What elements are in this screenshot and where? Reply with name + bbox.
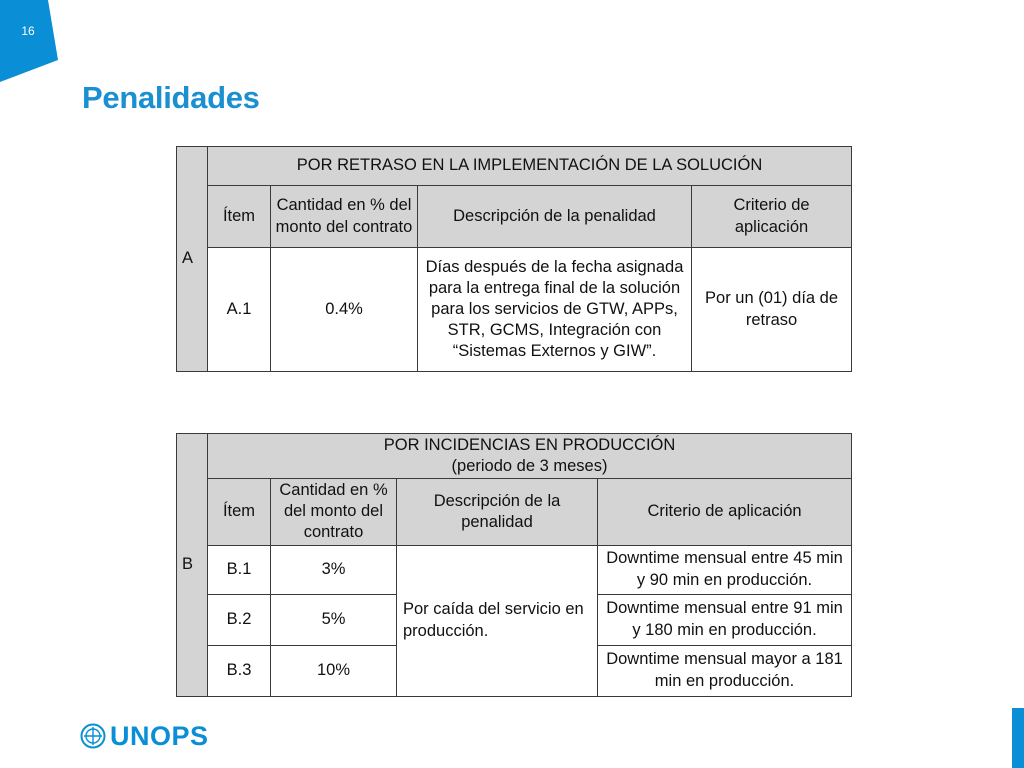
corner-tab-shape — [0, 0, 60, 82]
row-amount: 0.4% — [271, 248, 418, 372]
row-item: B.1 — [208, 545, 271, 594]
row-criteria: Downtime mensual mayor a 181 min en producción. — [598, 645, 852, 696]
table-b-heading — [208, 434, 852, 479]
shared-description: Por caída del servicio en producción. — [397, 545, 598, 696]
row-item: B.3 — [208, 645, 271, 696]
table-b-title: POR INCIDENCIAS EN PRODUCCIÓN — [383, 436, 676, 454]
penalty-table-b — [176, 433, 852, 697]
row-criteria: Downtime mensual entre 91 min y 180 min en producción. — [598, 594, 852, 645]
page-number: 16 — [21, 24, 35, 38]
row-criteria: Por un (01) día de retraso — [692, 248, 852, 372]
table-a-heading: POR RETRASO EN LA IMPLEMENTACIÓN DE LA SOLUCIÓN — [208, 147, 852, 186]
header-item: Ítem — [208, 479, 271, 545]
row-item: B.2 — [208, 594, 271, 645]
header-amount: Cantidad en % del monto del contrato — [271, 186, 418, 248]
header-description: Descripción de la penalidad — [397, 479, 598, 545]
row-description: Días después de la fecha asignada para la entrega final de la solución para los servicios de GTW, APPs, STR, GCMS, Integración con “Sistemas Externos y GIW”. — [418, 248, 692, 372]
row-criteria: Downtime mensual entre 45 min y 90 min en producción. — [598, 545, 852, 594]
row-amount: 3% — [271, 545, 397, 594]
table-row — [177, 545, 852, 594]
un-emblem-icon — [80, 723, 106, 749]
table-b-subtitle: (periodo de 3 meses) — [451, 457, 608, 476]
table-row — [177, 248, 852, 372]
corner-tab — [0, 0, 60, 82]
row-amount: 5% — [271, 594, 397, 645]
header-amount: Cantidad en % del monto del contrato — [271, 479, 397, 545]
header-criteria: Criterio de aplicación — [692, 186, 852, 248]
header-criteria: Criterio de aplicación — [598, 479, 852, 545]
row-amount: 10% — [271, 645, 397, 696]
section-letter-a: A — [177, 147, 208, 372]
unops-logo — [80, 720, 209, 752]
header-description: Descripción de la penalidad — [418, 186, 692, 248]
section-letter-b: B — [177, 434, 208, 697]
logo-wordmark: UNOPS — [110, 721, 209, 751]
row-item: A.1 — [208, 248, 271, 372]
penalty-table-a — [176, 146, 852, 372]
header-item: Ítem — [208, 186, 271, 248]
bottom-accent-bar — [1012, 708, 1024, 768]
page-title: Penalidades — [82, 80, 260, 115]
